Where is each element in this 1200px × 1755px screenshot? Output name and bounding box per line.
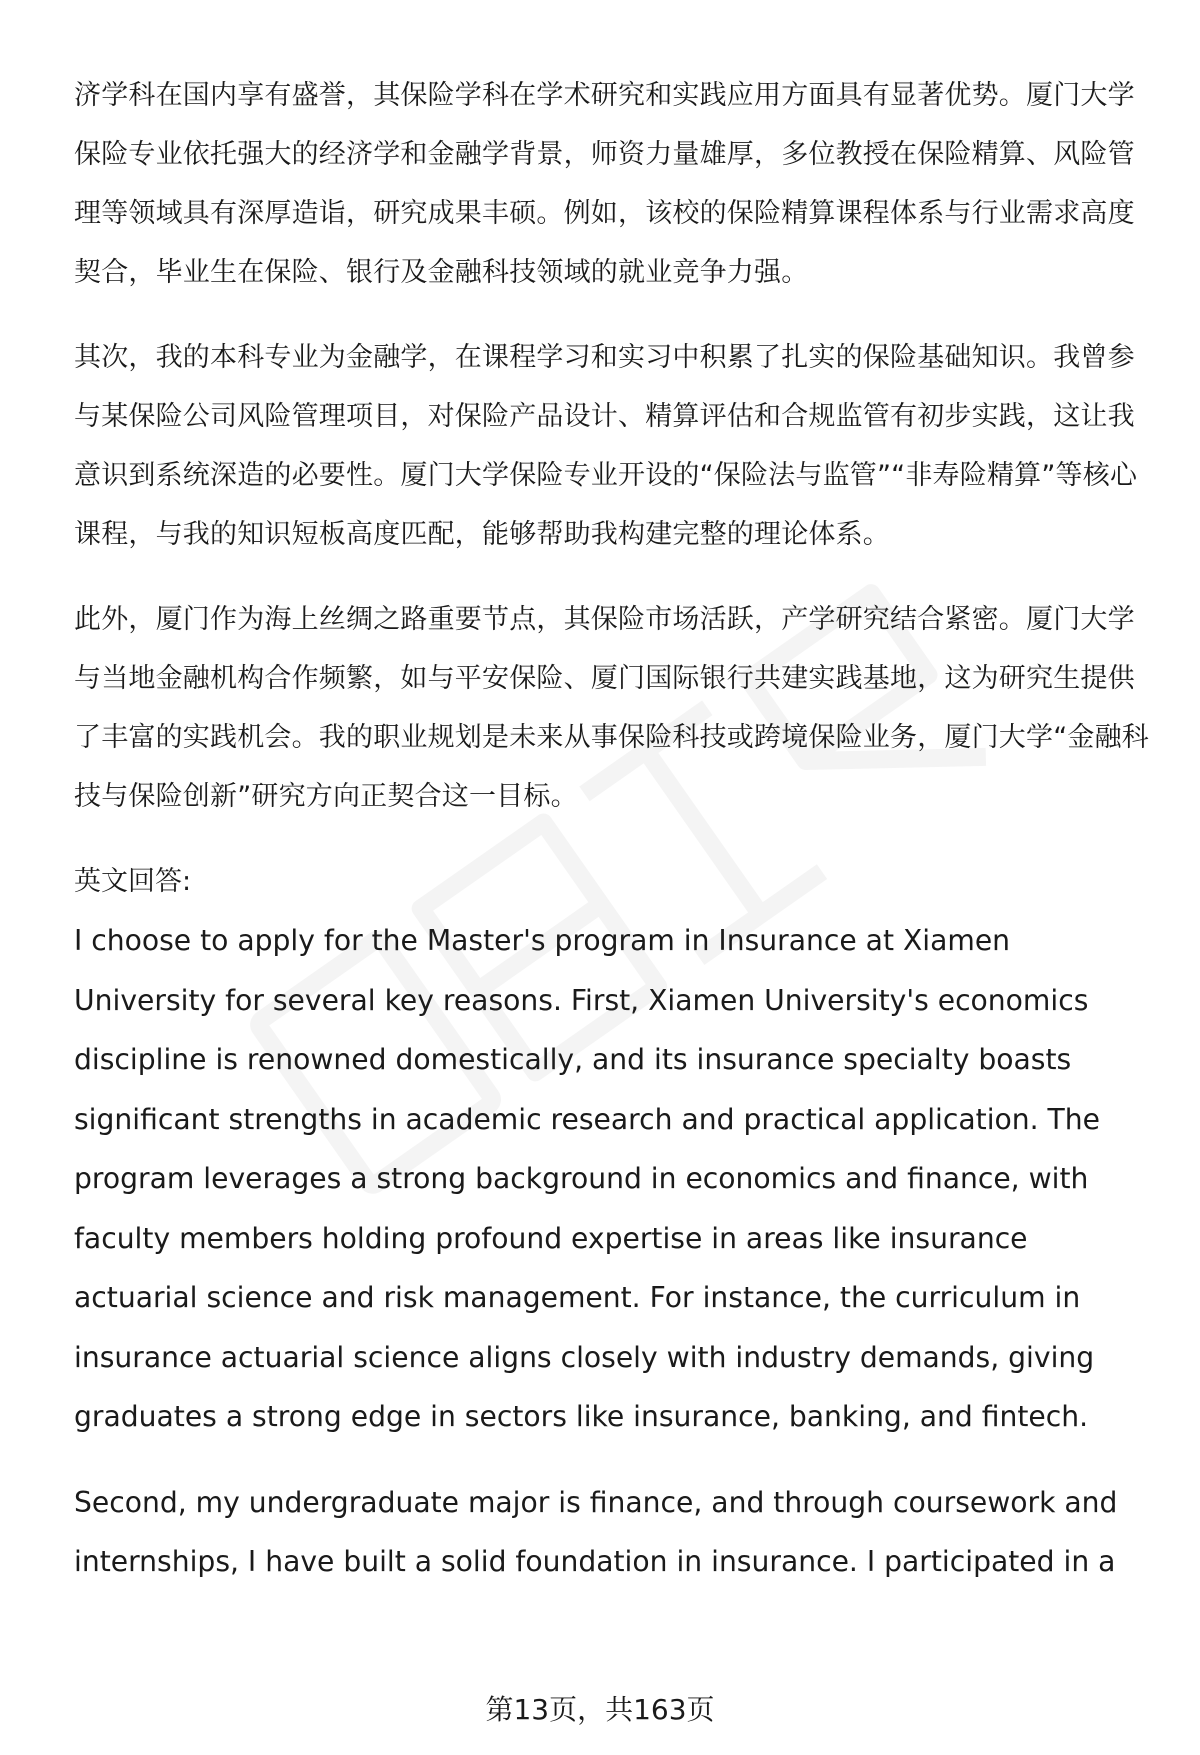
paragraph-zh-2: 其次，我的本科专业为金融学，在课程学习和实习中积累了扎实的保险基础知识。我曾参与某保险公司风险管理项目，对保险产品设计、精算评估和合规监管有初步实践，这让我意识到系统深造的必要性。厦门大学保险专业开设的“保险法与监管”“非寿险精算”等核心课程，与我的知识短板高度匹配，能够帮助我构建完整的理论体系。 (74, 342, 1138, 550)
document-body (74, 66, 1152, 1618)
paragraph-en-2: Second, my undergraduate major is finance, and through coursework and internships, I have built a solid foundation in insurance. I participated in a (74, 1485, 1118, 1578)
paragraph-zh-3: 此外，厦门作为海上丝绸之路重要节点，其保险市场活跃，产学研究结合紧密。厦门大学与当地金融机构合作频繁，如与平安保险、厦门国际银行共建实践基地，这为研究生提供了丰富的实践机会。我的职业规划是未来从事保险科技或跨境保险业务，厦门大学“金融科技与保险创新”研究方向正契合这一目标。 (74, 604, 1149, 812)
paragraph-zh-1: 济学科在国内享有盛誉，其保险学科在学术研究和实践应用方面具有显著优势。厦门大学保险专业依托强大的经济学和金融学背景，师资力量雄厚，多位教授在保险精算、风险管理等领域具有深厚造诣，研究成果丰硕。例如，该校的保险精算课程体系与行业需求高度契合，毕业生在保险、银行及金融科技领域的就业竞争力强。 (74, 80, 1135, 288)
english-answer-heading: 英文回答: (74, 866, 192, 897)
page-number-footer: 第13页，共163页 (485, 1693, 715, 1726)
paragraph-en-1: I choose to apply for the Master's program in Insurance at Xiamen University for several key reasons. First, Xiamen University's economics discipline is renowned domestically, and its insurance specialty boasts significant strengths in academic research and practical application. The program leverages a strong background in economics and finance, with faculty members holding profound expertise in areas like insurance actuarial science and risk management. For instance, the curriculum in insurance actuarial science aligns closely with industry demands, giving graduates a strong edge in sectors like insurance, banking, and fintech. (74, 924, 1100, 1433)
